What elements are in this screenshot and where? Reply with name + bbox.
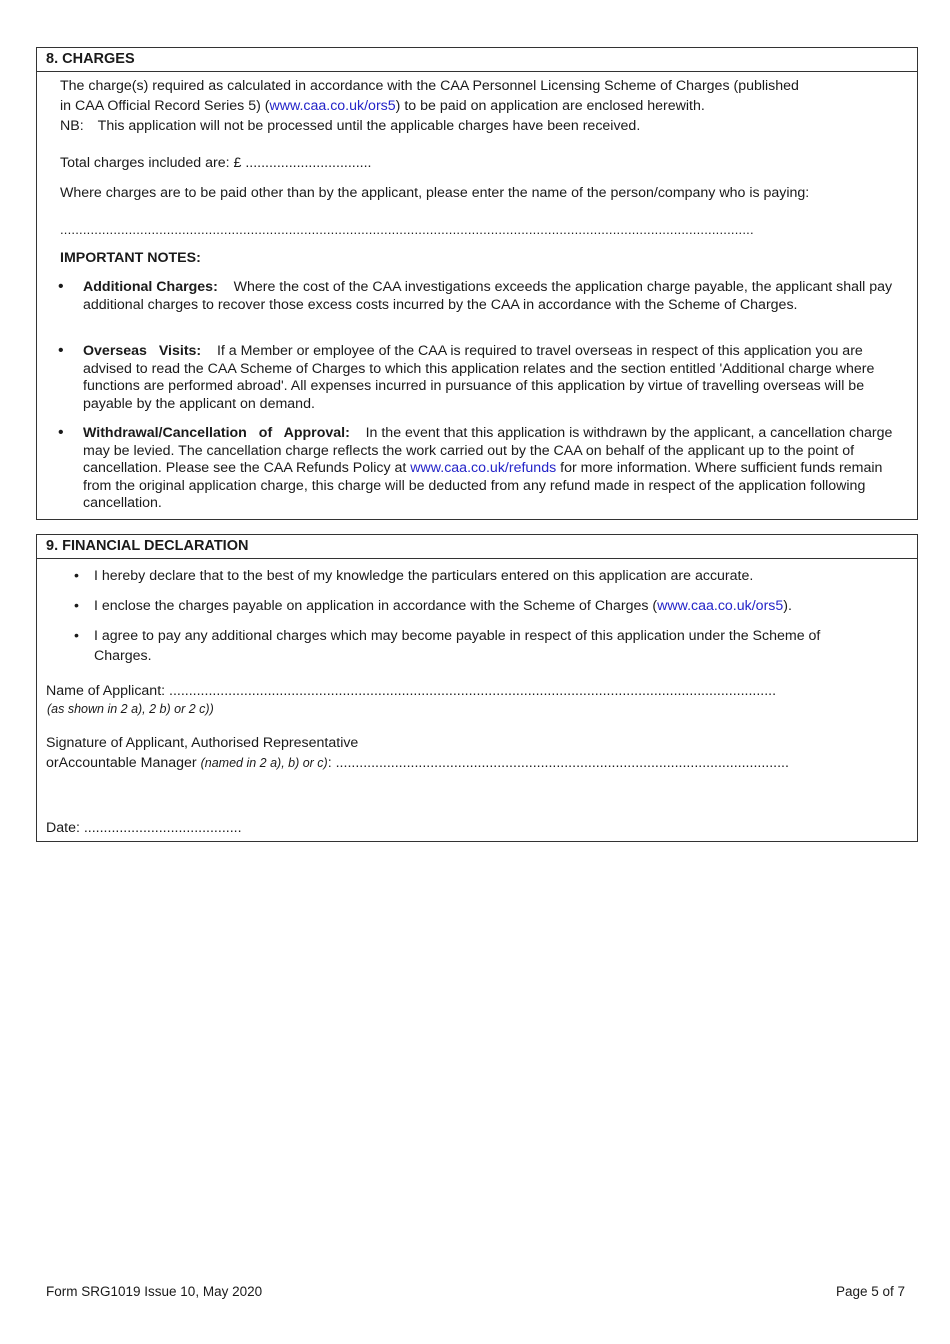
bullet-dot: •: [74, 598, 79, 614]
declaration-item-line1: I agree to pay any additional charges which may become payable in respect of this application under the Scheme of: [94, 628, 821, 644]
nb-label: NB:: [60, 118, 84, 134]
declaration-item-additional: [74, 626, 821, 666]
form-identifier: Form SRG1019 Issue 10, May 2020: [46, 1284, 263, 1299]
declaration-heading: 9. FINANCIAL DECLARATION: [37, 535, 917, 559]
signature-dots: : ...................................................................................................................: [327, 755, 789, 771]
bullet-dot: •: [58, 342, 64, 359]
charges-heading: 8. CHARGES: [37, 48, 917, 72]
payer-prompt: Where charges are to be paid other than by the applicant, please enter the name of the person/company who is paying:: [60, 185, 810, 201]
nb-line: [60, 116, 640, 136]
declaration-item-accuracy: [74, 566, 754, 586]
payer-name-field[interactable]: ......................................................................................................................................................................................: [60, 222, 754, 237]
note-text: Where the cost of the CAA investigations exceeds the application charge payable, the applicant shall pay additional charges to recover those excess costs incurred by the CAA in accordance with the Scheme of Charges.: [83, 279, 893, 313]
bullet-dot: •: [74, 628, 79, 644]
charges-para-line2-pre: in CAA Official Record Series 5) (: [60, 98, 270, 114]
note-title: Withdrawal/Cancellation of Approval:: [83, 425, 350, 441]
note-title: Additional Charges:: [83, 279, 218, 295]
charges-para-line1: The charge(s) required as calculated in accordance with the CAA Personnel Licensing Scheme of Charges (published: [60, 78, 799, 94]
charges-section: [36, 47, 918, 520]
charges-para-line2-post: ) to be paid on application are enclosed herewith.: [395, 98, 705, 114]
declaration-item-charges: [74, 596, 792, 616]
declaration-item-line2: Charges.: [94, 648, 152, 664]
note-text-pre: In the event that this application is withdrawn by the applicant, a cancellation charge may be levied. The cancellation charge reflects the work carried out by the CAA on behalf of the applicant up to the point of cancellation. Please see the CAA Refunds Policy at: [83, 425, 893, 477]
note-overseas-visits: [83, 343, 893, 413]
nb-text: This application will not be processed until the applicable charges have been received.: [97, 118, 641, 134]
date-field[interactable]: Date: ........................................: [46, 820, 242, 836]
important-notes-heading: IMPORTANT NOTES:: [60, 250, 201, 266]
declaration-item-text: I hereby declare that to the best of my knowledge the particulars entered on this application are accurate.: [94, 568, 754, 584]
financial-declaration-section: [36, 534, 918, 842]
bullet-dot: •: [74, 568, 79, 584]
ors5-link[interactable]: www.caa.co.uk/ors5: [269, 98, 396, 114]
bullet-dot: •: [58, 278, 64, 295]
charges-para-line2: [60, 96, 705, 116]
applicant-name-note: (as shown in 2 a), 2 b) or 2 c)): [47, 702, 214, 716]
signature-label-line1: Signature of Applicant, Authorised Representative: [46, 735, 359, 751]
declaration-item-text-post: ).: [783, 598, 792, 614]
signature-label-pre: orAccountable Manager: [46, 755, 201, 771]
signature-field[interactable]: [46, 753, 789, 773]
applicant-name-field[interactable]: Name of Applicant: ..........................................................................................................................................................: [46, 683, 777, 699]
note-additional-charges: [83, 279, 893, 314]
ors5-link[interactable]: www.caa.co.uk/ors5: [657, 598, 784, 614]
bullet-dot: •: [58, 424, 64, 441]
note-withdrawal: [83, 425, 893, 513]
page-number: Page 5 of 7: [835, 1284, 905, 1299]
total-charges-field[interactable]: Total charges included are: £ ................................: [60, 155, 372, 171]
signature-note: (named in 2 a), b) or c): [200, 756, 328, 770]
declaration-item-text-pre: I enclose the charges payable on application in accordance with the Scheme of Charges (: [94, 598, 658, 614]
note-title: Overseas Visits:: [83, 343, 202, 359]
note-text-post: for more information. Where sufficient funds remain from the original application charge, this charge will be deducted from any refund made in respect of the application following cancellation.: [83, 460, 883, 512]
refunds-link[interactable]: www.caa.co.uk/refunds: [410, 460, 557, 477]
note-text: If a Member or employee of the CAA is required to travel overseas in respect of this application you are advised to read the CAA Scheme of Charges to which this application relates and the section entitled 'Additional charge where functions are performed abroad'. All expenses incurred in pursuance of this application by virtue of travelling overseas will be payable by the applicant on demand.: [83, 343, 875, 412]
